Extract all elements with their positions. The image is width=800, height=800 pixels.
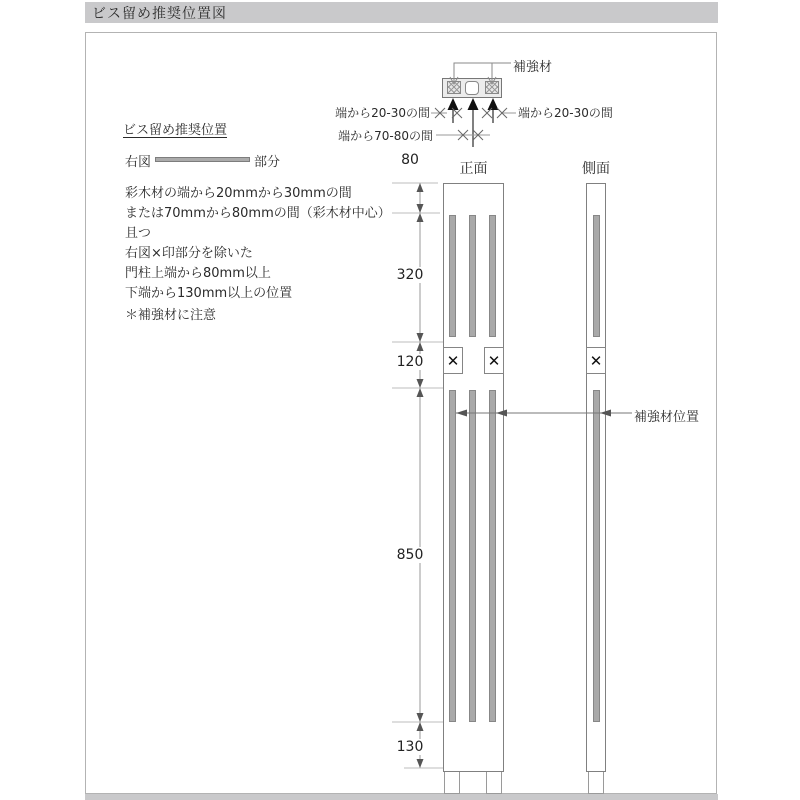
rule-line: 門柱上端から80mm以上 — [125, 266, 271, 281]
page-title: ビス留め推奨位置図 — [92, 5, 227, 22]
side-view-post — [586, 183, 606, 772]
center-dimension-label: 端から70-80の間 — [338, 129, 433, 143]
x-mark: ✕ — [487, 351, 501, 370]
reinforcement-bar — [593, 215, 600, 337]
reinforcement-bar — [593, 390, 600, 722]
dim-130: 130 — [390, 739, 430, 755]
reinforcement-right-hatch — [485, 81, 499, 94]
next-section-bar — [85, 794, 718, 800]
center-bar — [469, 215, 476, 337]
post-base-leg — [486, 772, 502, 794]
dim-80: 80 — [390, 152, 430, 168]
no-screw-zone-box — [443, 347, 463, 374]
center-hole — [465, 81, 479, 95]
reinforcement-note: ＊補強材に注意 — [125, 308, 217, 323]
dim-850: 850 — [390, 547, 430, 563]
post-base-leg — [444, 772, 460, 794]
post-base-leg — [588, 772, 604, 794]
center-bar — [469, 390, 476, 722]
section-title-bar — [85, 2, 718, 23]
rule-line: 彩木材の端から20mmから30mmの間 — [125, 186, 352, 201]
dim-120: 120 — [390, 354, 430, 370]
rule-line: 且つ — [125, 226, 152, 241]
reinforcement-bar — [449, 215, 456, 337]
edge-dimension-left-label: 端から20-30の間 — [335, 106, 430, 120]
reinforcement-bar — [489, 390, 496, 722]
reinforcement-left-hatch — [447, 81, 461, 94]
side-view-label: 側面 — [582, 161, 610, 177]
reinforcement-bar — [489, 215, 496, 337]
diagram-frame — [85, 32, 717, 794]
reinforcement-bar — [449, 390, 456, 722]
legend-sample-prefix: 右図 — [125, 155, 152, 170]
rule-line: 下端から130mm以上の位置 — [125, 286, 293, 301]
reinforcement-position-label: 補強材位置 — [634, 410, 700, 425]
front-view-post — [443, 183, 504, 772]
rule-line: 右図×印部分を除いた — [125, 246, 253, 261]
no-screw-zone-box — [586, 347, 606, 374]
front-view-label: 正面 — [459, 161, 488, 177]
no-screw-zone-box — [484, 347, 504, 374]
x-mark: ✕ — [589, 351, 603, 370]
rule-line: または70mmから80mmの間（彩木材中心） — [125, 206, 391, 221]
legend-heading: ビス留め推奨位置 — [123, 123, 228, 138]
x-mark: ✕ — [446, 351, 460, 370]
edge-dimension-right-label: 端から20-30の間 — [518, 106, 613, 120]
legend-sample-suffix: 部分 — [254, 155, 281, 170]
reinforcement-label: 補強材 — [513, 60, 553, 75]
post-cross-section — [442, 78, 502, 98]
dim-320: 320 — [390, 267, 430, 283]
